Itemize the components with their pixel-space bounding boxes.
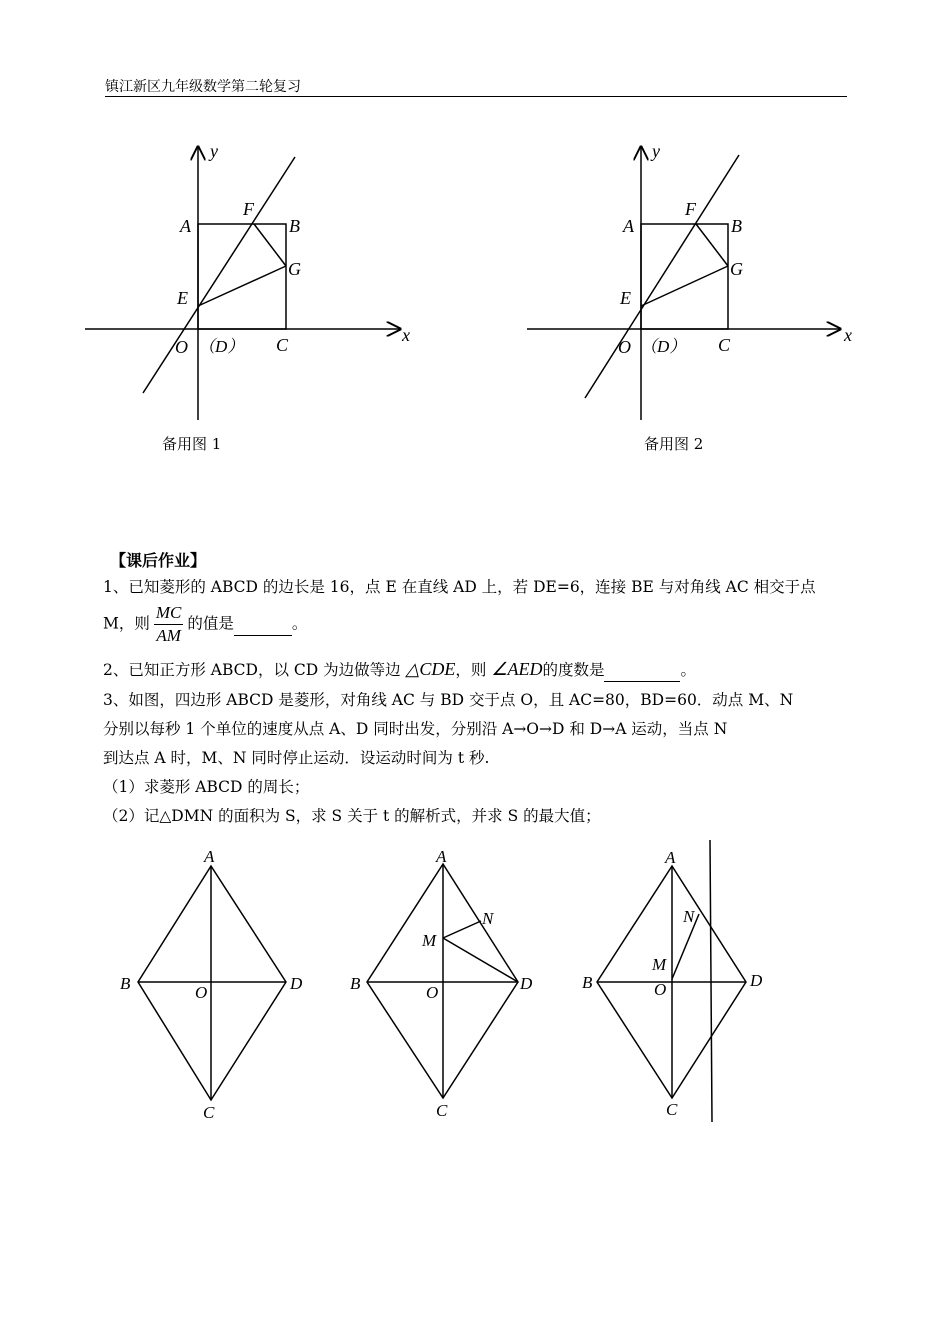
label-b: B: [731, 216, 742, 236]
q1-pre: M，则: [103, 614, 150, 633]
label-o: O: [654, 980, 667, 999]
label-c: C: [436, 1101, 448, 1120]
label-x: x: [844, 325, 852, 345]
label-d: D: [290, 974, 303, 993]
segment-fg: [696, 224, 728, 266]
label-y: y: [210, 141, 218, 161]
q1-post: 的值是: [187, 614, 234, 633]
frac-numerator: MC: [154, 602, 184, 625]
q3-sub1: （1）求菱形 ABCD 的周长；: [103, 778, 310, 796]
figure-caption-2: 备用图 2: [644, 435, 704, 453]
label-b: B: [582, 973, 593, 992]
label-g: G: [730, 259, 743, 279]
line-ef: [143, 157, 295, 393]
homework-title: 【课后作业】: [110, 551, 207, 570]
coordinate-figure-1: [80, 135, 420, 430]
q2-mid: ，则: [455, 661, 487, 679]
page-header: 镇江新区九年级数学第二轮复习: [105, 79, 301, 95]
figure-caption-1: 备用图 1: [162, 435, 222, 453]
rhombus-figure-2: [350, 847, 533, 1120]
label-b: B: [120, 974, 131, 993]
label-y: y: [652, 141, 660, 161]
vertical-line: [710, 840, 712, 1122]
label-e: E: [177, 288, 188, 308]
q1-line1: 1、已知菱形的 ABCD 的边长是 16，点 E 在直线 AD 上，若 DE=6，连接 BE 与对角线 AC 相交于点: [103, 578, 816, 596]
label-o: O: [195, 983, 208, 1002]
q1-line2: [103, 602, 307, 647]
segment-fg: [254, 224, 286, 266]
label-n: N: [482, 909, 494, 928]
q2-pre: 2、已知正方形 ABCD，以 CD 为边做等边: [103, 661, 401, 679]
label-d-note: （D）: [640, 337, 687, 356]
label-o: O: [618, 337, 631, 357]
q3-line3: 到达点 A 时，M、N 同时停止运动．设运动时间为 t 秒.: [103, 749, 490, 767]
q3-line2: 分别以每秒 1 个单位的速度从点 A、D 同时出发，分别沿 A→O→D 和 D→A 运动，当点 N: [103, 720, 728, 738]
label-c: C: [718, 335, 731, 355]
label-x: x: [402, 325, 410, 345]
coordinate-figure-2: [522, 135, 862, 430]
label-o: O: [175, 337, 188, 357]
q2-post: 的度数是: [542, 661, 605, 679]
label-a: A: [204, 847, 215, 866]
angle-aed: ∠AED: [491, 659, 543, 679]
label-g: G: [288, 259, 301, 279]
label-c: C: [666, 1100, 678, 1119]
rhombus-figure-3: [582, 840, 763, 1122]
label-n: N: [683, 907, 695, 926]
label-b: B: [289, 216, 300, 236]
q2-line: [103, 658, 696, 682]
label-c: C: [276, 335, 289, 355]
label-d: D: [520, 974, 533, 993]
label-a: A: [623, 216, 634, 236]
label-m: M: [652, 955, 667, 974]
segment-eg: [641, 266, 728, 306]
q3-sub2: （2）记△DMN 的面积为 S，求 S 关于 t 的解析式，并求 S 的最大值；: [103, 807, 601, 825]
fraction-mc-am: [154, 602, 184, 647]
segment-mn: [443, 921, 481, 938]
label-a: A: [436, 847, 447, 866]
answer-blank-2[interactable]: [604, 659, 680, 682]
frac-denominator: AM: [156, 626, 181, 645]
label-b: B: [350, 974, 361, 993]
label-f: F: [685, 199, 696, 219]
q1-end: 。: [291, 614, 308, 633]
line-ef: [585, 155, 739, 398]
label-a: A: [665, 848, 676, 867]
rhombus-abcd: [138, 866, 286, 1100]
q2-end: 。: [680, 661, 696, 679]
label-f: F: [243, 199, 254, 219]
header-rule: [105, 96, 847, 97]
answer-blank-1[interactable]: [234, 613, 292, 636]
rhombus-figures: [110, 840, 810, 1130]
label-m: M: [422, 931, 437, 950]
segment-md: [443, 938, 518, 982]
rhombus-figure-1: [120, 847, 303, 1122]
triangle-cde: △CDE: [405, 659, 456, 679]
label-a: A: [180, 216, 191, 236]
q3-line1: 3、如图，四边形 ABCD 是菱形，对角线 AC 与 BD 交于点 O，且 AC=80，BD=60．动点 M、N: [103, 691, 794, 709]
label-d: D: [750, 971, 763, 990]
label-c: C: [203, 1103, 215, 1122]
label-o: O: [426, 983, 439, 1002]
label-e: E: [620, 288, 631, 308]
label-d-note: （D）: [198, 337, 245, 356]
